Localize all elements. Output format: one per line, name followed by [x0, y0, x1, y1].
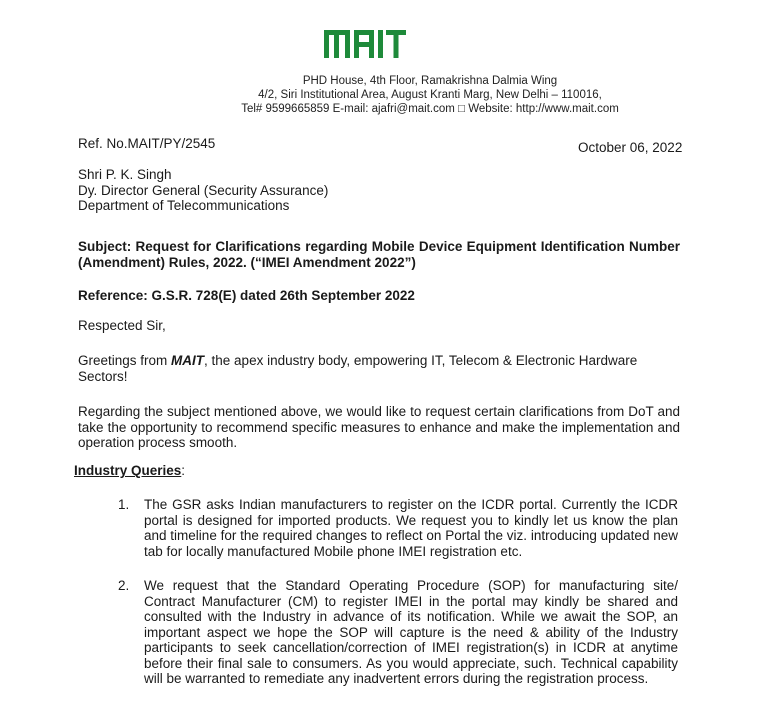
query-number: 2. — [118, 578, 130, 593]
query-item — [118, 578, 678, 687]
industry-queries-colon: : — [181, 463, 186, 478]
reference-number: Ref. No.MAIT/PY/2545 — [78, 136, 216, 151]
query-number: 1. — [118, 497, 130, 512]
letterhead-address-line-1: PHD House, 4th Floor, Ramakrishna Dalmia Wing — [302, 75, 558, 87]
query-item — [118, 497, 678, 559]
recipient-title: Dy. Director General (Security Assurance) — [78, 182, 329, 198]
intro-paragraph: Regarding the subject mentioned above, we would like to request certain clarifications from DoT and take the opportunity to recommend specific measures to enhance and make the implementation and operation process smooth. — [78, 404, 680, 450]
greeting-paragraph — [78, 353, 680, 384]
subject-line: Subject: Request for Clarifications regarding Mobile Device Equipment Identification Number (Amendment) Rules, 2022. (“IMEI Amendment 2022”) — [78, 239, 680, 270]
industry-queries-heading — [74, 463, 185, 479]
greeting-suffix: , the apex industry body, empowering IT, Telecom & Electronic Hardware Sectors! — [78, 353, 638, 384]
query-text: We request that the Standard Operating Procedure (SOP) for manufacturing site/ Contract Manufacturer (CM) to register IMEI in the portal may kindly be shared and consulted with the Industry in advance of its notification. While we await the SOP, an important aspect we hope the SOP will capture is the need & ability of the Industry participants to seek cancellation/correction of IMEI registration(s) in ICDR at anytime before their final sale to consumers. As you would appreciate, such. Technical capability will be warranted to remediate any inadvertent errors during the registration process. — [144, 578, 678, 686]
reference-line: Reference: G.S.R. 728(E) dated 26th September 2022 — [78, 288, 415, 303]
letterhead-contact-line: Tel# 9599665859 E-mail: ajafri@mait.com □ Website: http://www.mait.com — [241, 103, 619, 115]
recipient-department: Department of Telecommunications — [78, 198, 290, 213]
recipient-block — [78, 167, 328, 214]
greeting-brand: MAIT — [171, 353, 205, 368]
mait-logo — [322, 24, 408, 62]
query-text: The GSR asks Indian manufacturers to register on the ICDR portal. Currently the ICDR portal is designed for imported products. We request you to kindly let us know the plan and timeline for the required changes to reflect on Portal the viz. introducing updated new tab for locally manufactured Mobile phone IMEI registration etc. — [144, 497, 678, 559]
letterhead-address-line-2: 4/2, Siri Institutional Area, August Kranti Marg, New Delhi – 110016, — [258, 89, 602, 101]
salutation: Respected Sir, — [78, 318, 166, 333]
industry-queries-label: Industry Queries — [74, 463, 182, 478]
recipient-name: Shri P. K. Singh — [78, 167, 172, 182]
greeting-prefix: Greetings from — [78, 353, 172, 368]
letter-date: October 06, 2022 — [578, 140, 683, 155]
